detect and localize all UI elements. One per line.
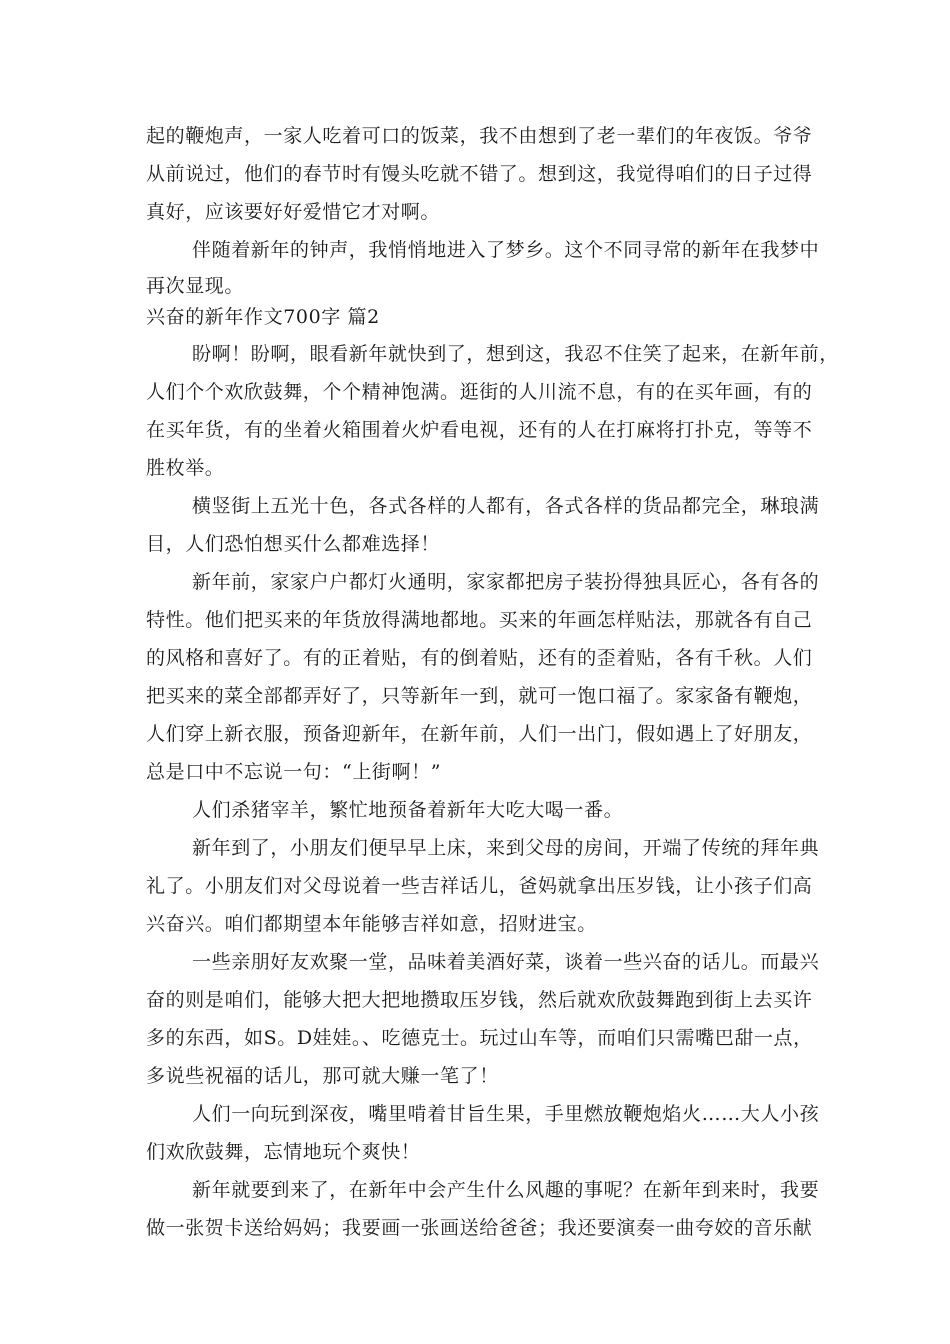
paragraph-start: 人们一向玩到深夜，嘴里啃着甘旨生果，手里燃放鞭炮焰火……大人小孩 (192, 1103, 820, 1125)
text-line: 胜枚举。 (146, 457, 225, 479)
paragraph-start: 新年前，家家户户都灯火通明，家家都把房子装扮得独具匠心，各有各的 (192, 571, 820, 593)
paragraph-start: 新年到了，小朋友们便早早上床，来到父母的房间，开端了传统的拜年典 (192, 837, 820, 859)
text-line: 们欢欣鼓舞，忘情地玩个爽快！ (146, 1141, 421, 1163)
text-line: 从前说过，他们的春节时有馒头吃就不错了。想到这，我觉得咱们的日子过得 (146, 163, 813, 185)
paragraph-start: 人们杀猪宰羊，繁忙地预备着新年大吃大喝一番。 (192, 799, 624, 821)
text-line: 真好，应该要好好爱惜它才对啊。 (146, 201, 441, 223)
paragraph-start: 一些亲朋好友欢聚一堂，品味着美酒好菜，谈着一些兴奋的话儿。而最兴 (192, 951, 820, 973)
text-line: 人们穿上新衣服，预备迎新年，在新年前，人们一出门，假如遇上了好朋友， (146, 723, 813, 745)
paragraph-start: 横竖街上五光十色，各式各样的人都有，各式各样的货品都完全，琳琅满 (192, 495, 820, 517)
text-line: 奋的则是咱们，能够大把大把地攒取压岁钱，然后就欢欣鼓舞跑到街上去买许 (146, 989, 813, 1011)
paragraph-start: 伴随着新年的钟声，我悄悄地进入了梦乡。这个不同寻常的新年在我梦中 (192, 239, 820, 261)
text-line: 礼了。小朋友们对父母说着一些吉祥话儿，爸妈就拿出压岁钱，让小孩子们高 (146, 875, 813, 897)
text-line: 起的鞭炮声，一家人吃着可口的饭菜，我不由想到了老一辈们的年夜饭。爷爷 (146, 125, 813, 147)
paragraph-start: 新年就要到来了，在新年中会产生什么风趣的事呢？在新年到来时，我要 (192, 1179, 820, 1201)
text-line: 把买来的菜全部都弄好了，只等新年一到，就可一饱口福了。家家备有鞭炮， (146, 685, 813, 707)
text-line: 再次显现。 (146, 275, 245, 297)
text-line: 做一张贺卡送给妈妈；我要画一张画送给爸爸；我还要演奏一曲夸姣的音乐献 (146, 1217, 813, 1239)
text-line: 特性。他们把买来的年货放得满地都地。买来的年画怎样贴法，那就各有自己 (146, 609, 813, 631)
text-line: 在买年货，有的坐着火箱围着火炉看电视，还有的人在打麻将打扑克，等等不 (146, 419, 813, 441)
text-line: 多说些祝福的话儿，那可就大赚一笔了！ (146, 1065, 499, 1087)
text-line: 总是口中不忘说一句：“上街啊！” (146, 761, 442, 783)
section-title: 兴奋的新年作文700字 篇2 (146, 306, 380, 328)
text-line: 兴奋兴。咱们都期望本年能够吉祥如意，招财进宝。 (146, 913, 597, 935)
text-line: 人们个个欢欣鼓舞，个个精神饱满。逛街的人川流不息，有的在买年画，有的 (146, 381, 813, 403)
text-line: 多的东西，如S。D娃娃。、吃德克士。玩过山车等，而咱们只需嘴巴甜一点， (146, 1027, 813, 1049)
paragraph-start: 盼啊！盼啊，眼看新年就快到了，想到这，我忍不住笑了起来，在新年前， (192, 343, 839, 365)
text-line: 目，人们恐怕想买什么都难选择！ (146, 533, 441, 555)
text-line: 的风格和喜好了。有的正着贴，有的倒着贴，还有的歪着贴，各有千秋。人们 (146, 647, 813, 669)
